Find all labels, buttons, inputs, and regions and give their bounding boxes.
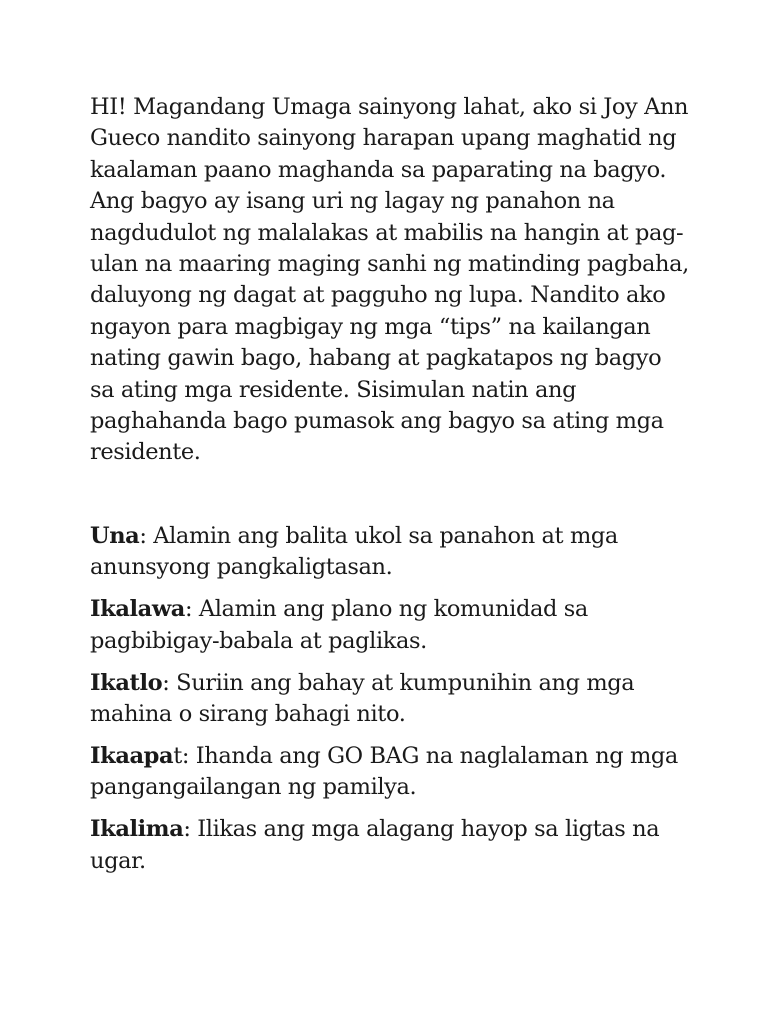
step-text: : Alamin ang balita ukol sa panahon at mga anunsyong pangkaligtasan.: [90, 522, 618, 581]
step-label: Ikaapa: [90, 742, 174, 769]
step-text: : Alamin ang plano ng komunidad sa pagbibigay-babala at paglikas.: [90, 596, 588, 654]
step-label: Ikalima: [90, 816, 184, 843]
step-label: Ikatlo: [90, 669, 163, 696]
step-label: Una: [90, 522, 140, 549]
preparation-steps-list: [90, 521, 690, 877]
step-text: : Suriin ang bahay at kumpunihin ang mga mahina o sirang bahagi nito.: [90, 669, 635, 727]
step-text: : Ihanda ang GO BAG na naglalaman ng mga pangangailangan ng pamilya.: [90, 742, 678, 801]
step-label-suffix: t: [173, 742, 182, 769]
document-body: [90, 92, 690, 887]
intro-paragraph: HI! Magandang Umaga sainyong lahat, ako si Joy Ann Gueco nandito sainyong harapan upang maghatid ng kaalaman paano maghanda sa paparating na bagyo. Ang bagyo ay isang uri ng lagay ng panahon na nagdudulot ng malalakas at mabilis na hangin at pag-ulan na maaring maging sanhi ng matinding pagbaha, daluyong ng dagat at pagguho ng lupa. Nandito ako ngayon para magbigay ng mga “tips” na kailangan nating gawin bago, habang at pagkatapos ng bagyo sa ating mga residente. Sisimulan natin ang paghahanda bago pumasok ang bagyo sa ating mga residente.: [90, 94, 689, 466]
step-item: [90, 594, 690, 657]
step-item: [90, 668, 690, 731]
step-text: : Ilikas ang mga alagang hayop sa ligtas na ugar.: [90, 816, 660, 874]
step-item: [90, 814, 690, 877]
step-label: Ikalawa: [90, 596, 185, 623]
step-item: [90, 741, 690, 804]
step-item: [90, 521, 690, 584]
